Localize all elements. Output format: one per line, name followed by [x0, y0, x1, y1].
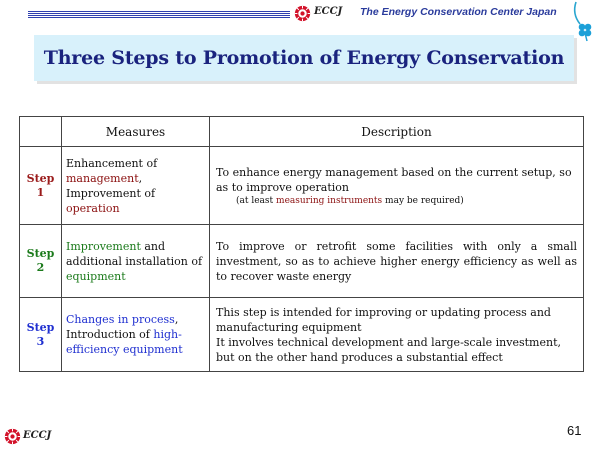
measures-keyword: operation	[66, 201, 120, 215]
description-note	[216, 195, 577, 207]
eccj-logo-icon	[4, 428, 21, 445]
description-cell	[210, 298, 584, 372]
page-number: 61	[567, 423, 582, 438]
measures-cell	[62, 298, 210, 372]
note-highlight: measuring instruments	[276, 195, 383, 206]
organization-name: The Energy Conservation Center Japan	[360, 6, 557, 18]
description-text: To enhance energy management based on the current setup, so as to improve operation	[216, 165, 572, 194]
measures-text: ,	[138, 171, 143, 185]
step-2-cell	[20, 225, 62, 298]
header-description: Description	[210, 117, 584, 147]
measures-keyword: Changes in process	[66, 313, 175, 326]
header-measures: Measures	[62, 117, 210, 147]
header-blank	[20, 117, 62, 147]
step-number: 3	[36, 334, 45, 348]
header-rule	[28, 11, 290, 18]
description-text: This step is intended for improving or updating process and manufacturing equipment	[216, 305, 551, 334]
step-3-cell	[20, 298, 62, 372]
note-text: (at least	[236, 195, 277, 206]
step-1-cell	[20, 147, 62, 225]
measures-keyword: equipment	[66, 269, 126, 283]
measures-text: , Introduction of	[66, 313, 179, 341]
note-text: may be required)	[382, 195, 464, 206]
table-row-step-3	[20, 298, 584, 372]
description-cell	[210, 147, 584, 225]
logo-text: ECCJ	[314, 6, 343, 17]
measures-cell	[62, 225, 210, 298]
page-title: Three Steps to Promotion of Energy Conservation	[43, 47, 565, 69]
measures-text: and additional installation of	[66, 239, 203, 268]
step-label: Step	[26, 247, 55, 260]
eccj-logo-icon	[294, 5, 311, 22]
table-row-step-2	[20, 225, 584, 298]
logo-text: ECCJ	[23, 430, 52, 441]
step-number: 2	[36, 261, 45, 274]
measures-keyword: high-efficiency equipment	[66, 328, 183, 356]
title-banner	[34, 35, 574, 81]
step-label: Step	[26, 320, 55, 334]
table-header-row	[20, 117, 584, 147]
measures-cell	[62, 147, 210, 225]
measures-text: Improvement of	[66, 186, 156, 200]
description-text: To improve or retrofit some facilities with only a small investment, so as to achieve higher energy efficiency as well as to recover waste energy	[216, 239, 577, 283]
step-number: 1	[36, 185, 45, 199]
steps-table	[19, 116, 584, 372]
step-label: Step	[26, 171, 55, 185]
table-row-step-1	[20, 147, 584, 225]
measures-keyword: Improvement	[66, 239, 141, 253]
measures-text: Enhancement of	[66, 156, 158, 170]
description-cell	[210, 225, 584, 298]
measures-keyword: management	[66, 171, 139, 185]
description-text: It involves technical development and large-scale investment, but on the other hand produces a substantial effect	[216, 335, 562, 364]
